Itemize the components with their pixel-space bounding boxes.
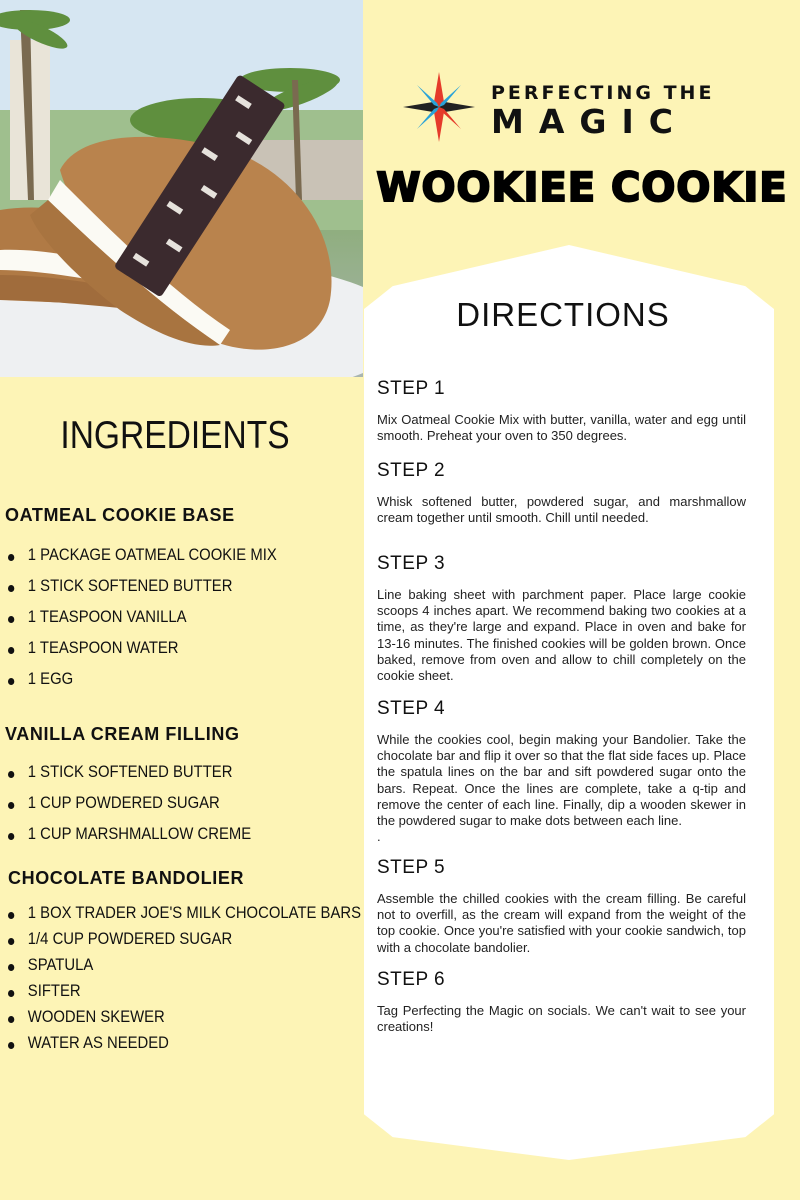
step-label: STEP 6 [377, 969, 446, 990]
step-label: STEP 2 [377, 460, 446, 481]
ingredient-list-oatmeal [8, 546, 307, 701]
ingredient-item: WOODEN SKEWER [8, 1008, 361, 1034]
step-text: While the cookies cool, begin making your Bandolier. Take the chocolate bar and flip it over so that the flat side faces up. Place the spatula lines on the bar and sift powdered sugar onto the bars. Repeat. Once the lines are complete, take a q-tip and remove the center of each line. Finally, dip a wooden skewer in the powdered sugar to make dots between each line. . [377, 732, 746, 845]
ingredients-title: INGREDIENTS [60, 414, 290, 457]
step-1 [377, 378, 746, 444]
section-heading-oatmeal: OATMEAL COOKIE BASE [5, 505, 235, 525]
step-5 [377, 857, 746, 956]
ingredient-item: 1 TEASPOON VANILLA [8, 608, 277, 639]
ingredient-item: 1 BOX TRADER JOE'S MILK CHOCOLATE BARS [8, 904, 361, 930]
step-3 [377, 553, 746, 684]
ingredient-item: 1 PACKAGE OATMEAL COOKIE MIX [8, 546, 277, 577]
ingredient-item: SPATULA [8, 956, 361, 982]
step-label: STEP 5 [377, 857, 446, 878]
brand-logo [403, 72, 713, 142]
step-text: Tag Perfecting the Magic on socials. We can't wait to see your creations! [377, 1003, 746, 1035]
brand-line-1: PERFECTING THE [491, 82, 715, 104]
ingredient-item: 1 STICK SOFTENED BUTTER [8, 763, 251, 794]
ingredient-item: SIFTER [8, 982, 361, 1008]
step-text: Whisk softened butter, powdered sugar, and marshmallow cream together until smooth. Chill until needed. [377, 494, 746, 526]
ingredient-item: 1 TEASPOON WATER [8, 639, 277, 670]
ingredient-item: 1 STICK SOFTENED BUTTER [8, 577, 277, 608]
cookie-illustration [0, 0, 363, 377]
step-text: Line baking sheet with parchment paper. Place large cookie scoops 4 inches apart. We recommend baking two cookies at a time, as they're large and expand. Place in oven and bake for 13-16 minutes. The finished cookies will be golden brown. Once baked, remove from oven and allow to chill completely on the cookie sheet. [377, 587, 746, 684]
compass-star-icon [403, 72, 475, 142]
step-text: Mix Oatmeal Cookie Mix with butter, vanilla, water and egg until smooth. Preheat your oven to 350 degrees. [377, 412, 746, 444]
step-text: Assemble the chilled cookies with the cream filling. Be careful not to overfill, as the cream will expand from the weight of the top cookie. Once you're satisfied with your cookie sandwich, top with a chocolate bandolier. [377, 891, 746, 955]
step-6 [377, 969, 746, 1035]
brand-line-2: MAGIC [491, 102, 688, 141]
step-2 [377, 460, 746, 526]
section-heading-vanilla: VANILLA CREAM FILLING [5, 724, 240, 744]
ingredient-item: WATER AS NEEDED [8, 1034, 361, 1060]
step-4 [377, 698, 746, 845]
directions-title: DIRECTIONS [456, 296, 670, 333]
ingredient-item: 1 CUP MARSHMALLOW CREME [8, 825, 251, 856]
cookie-photo [0, 0, 363, 377]
step-label: STEP 3 [377, 553, 446, 574]
ingredient-item: 1 EGG [8, 670, 277, 701]
ingredient-item: 1 CUP POWDERED SUGAR [8, 794, 251, 825]
ingredient-list-vanilla [8, 763, 278, 856]
step-label: STEP 1 [377, 378, 446, 399]
section-heading-bandolier: CHOCOLATE BANDOLIER [8, 868, 245, 888]
ingredient-list-bandolier [8, 904, 400, 1060]
step-label: STEP 4 [377, 698, 446, 719]
ingredient-item: 1/4 CUP POWDERED SUGAR [8, 930, 361, 956]
recipe-title: WOOKIEE COOKIE [376, 165, 788, 211]
